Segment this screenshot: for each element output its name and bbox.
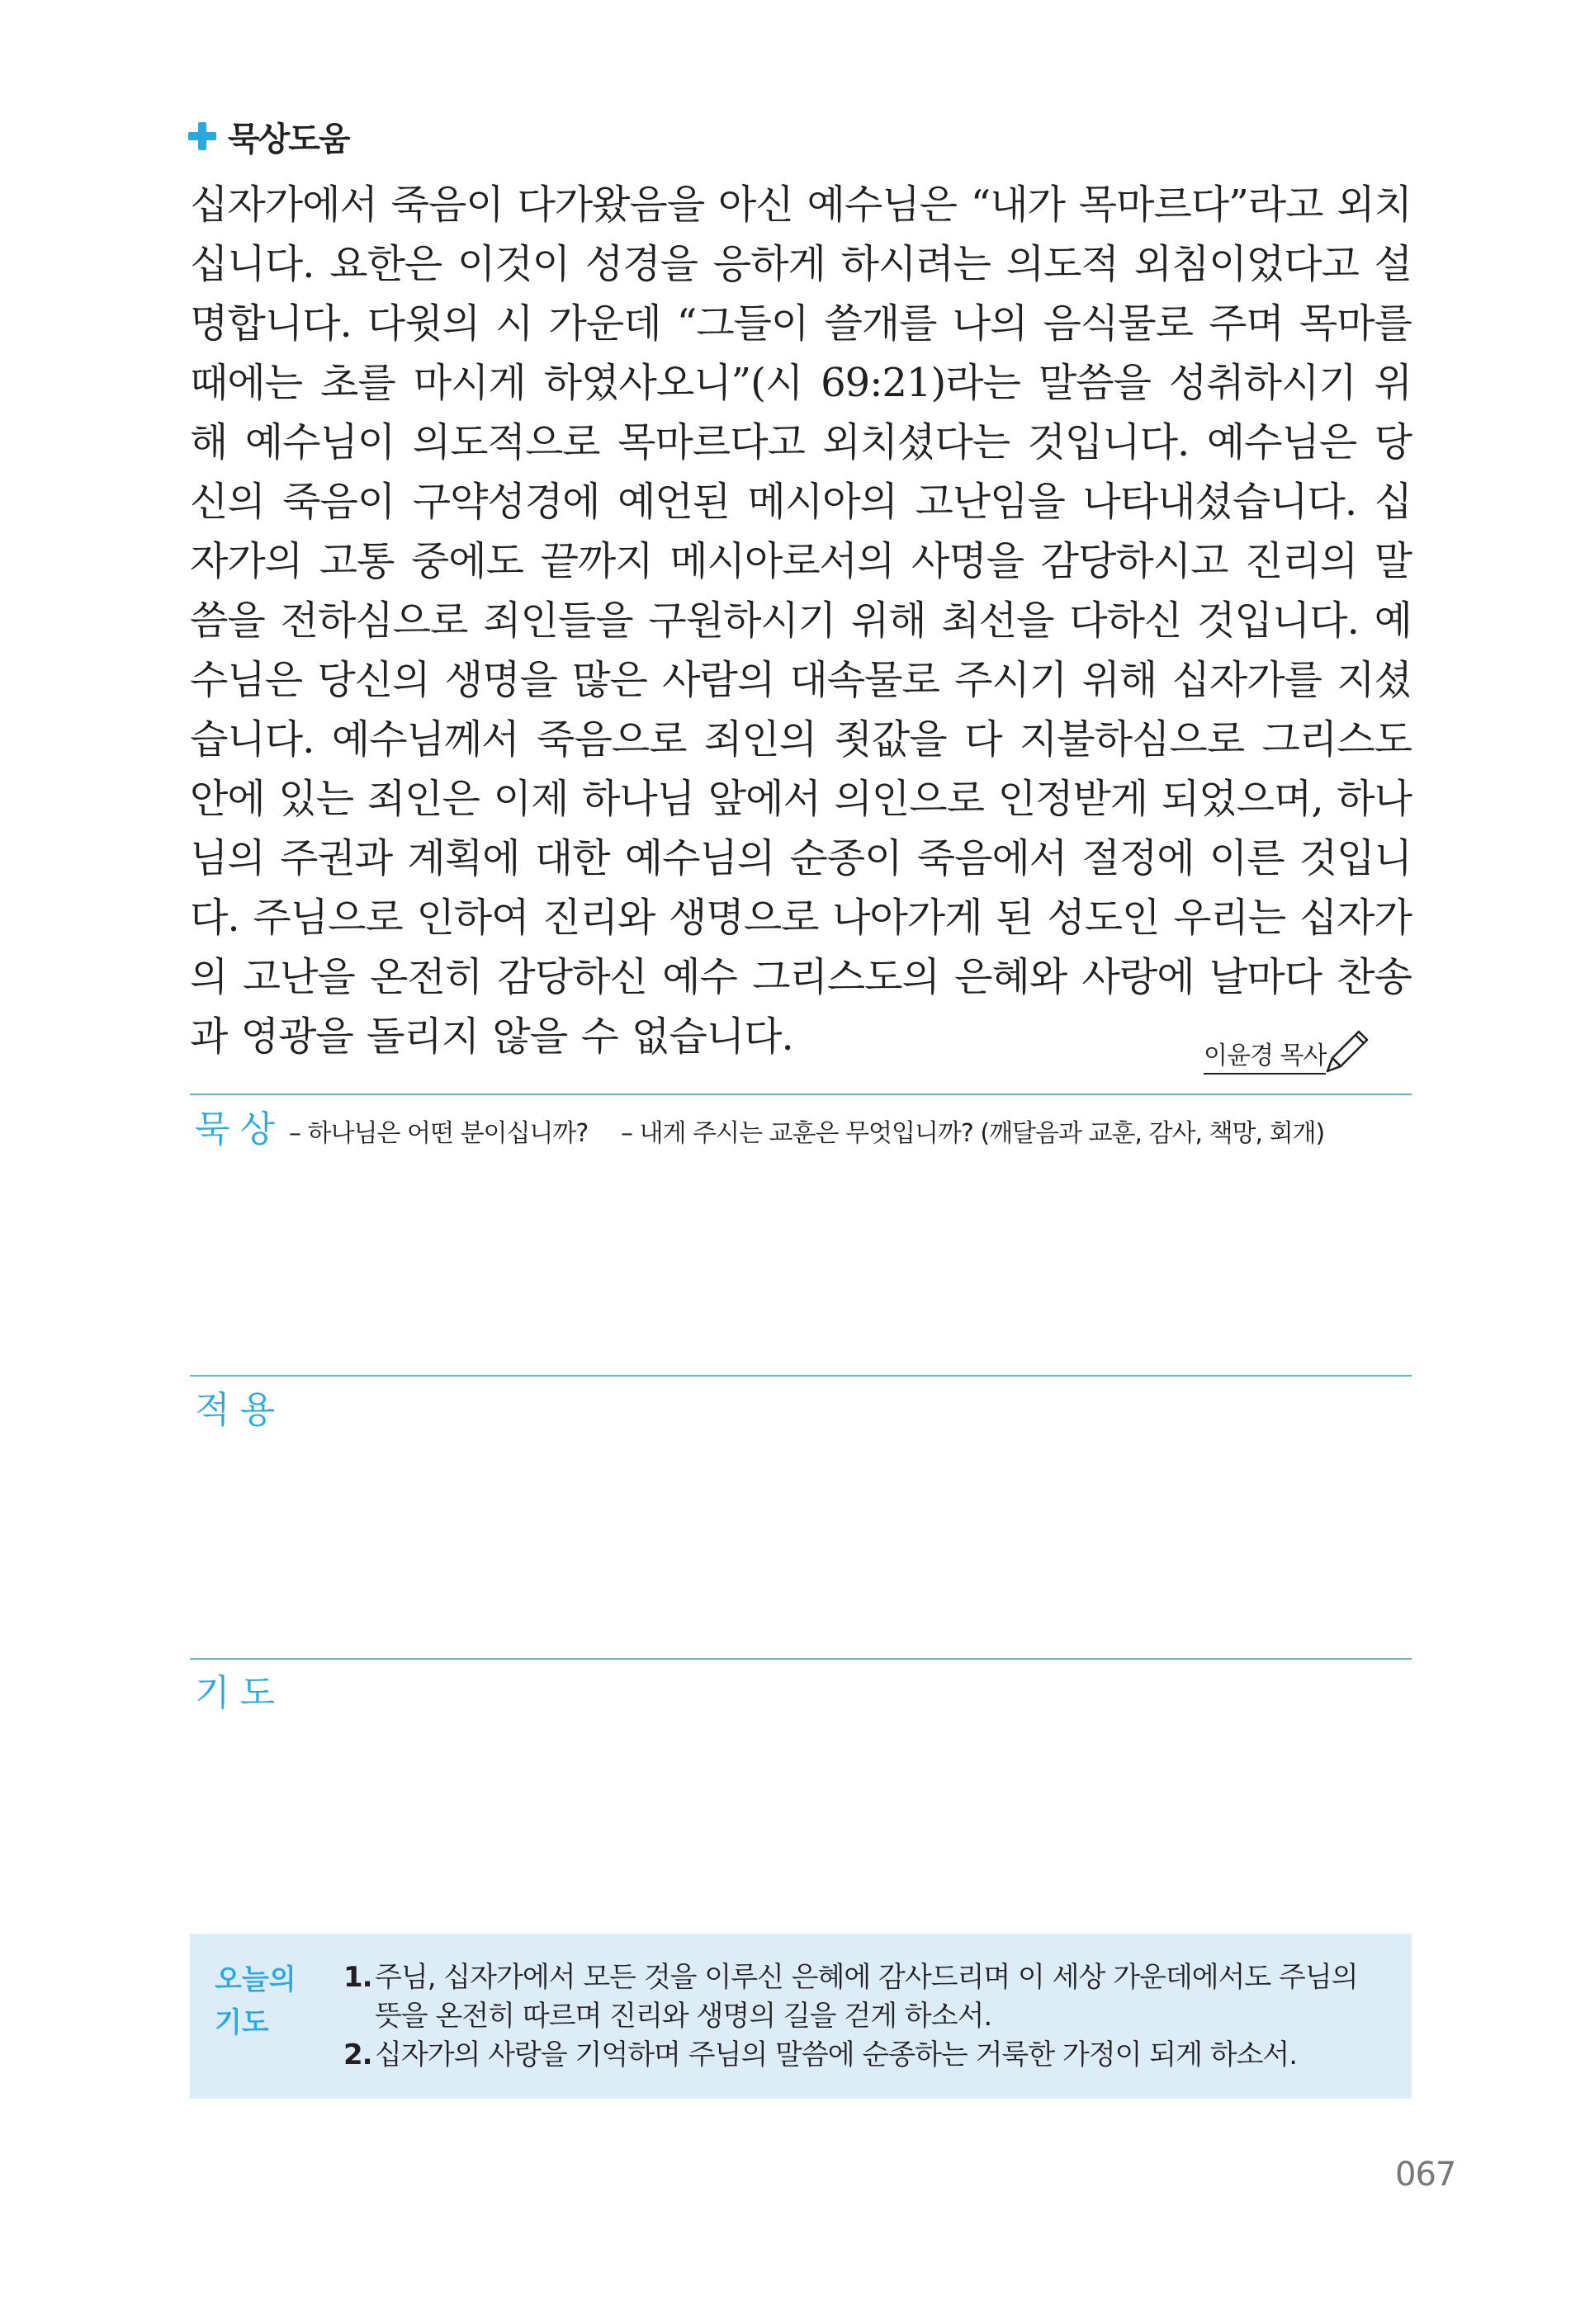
author-signature	[1204, 1023, 1374, 1075]
prayer-divider	[190, 1658, 1412, 1660]
prayer-item	[343, 1958, 1392, 2036]
prayer-item-text: 십자가의 사랑을 기억하며 주님의 말씀에 순종하는 거룩한 가정이 되게 하소서.	[375, 2038, 1298, 2071]
plus-icon	[188, 122, 216, 150]
today-prayer-box	[190, 1934, 1412, 2099]
prayer-item-number: 1.	[343, 1961, 372, 1994]
pencil-icon	[1322, 1023, 1374, 1075]
author-name: 이윤경 목사	[1204, 1035, 1326, 1075]
today-prayer-list	[343, 1958, 1392, 2075]
prayer-label: 기도	[195, 1672, 286, 1714]
section-header	[188, 111, 349, 161]
today-prayer-label-line2: 기도	[215, 2006, 269, 2039]
section-title: 묵상도움	[228, 120, 349, 158]
meditation-prompt-1: – 하나님은 어떤 분이십니까?	[289, 1119, 589, 1148]
meditation-writing-area[interactable]	[190, 1155, 1412, 1370]
prayer-item-number: 2.	[343, 2038, 372, 2071]
meditation-body-text: 십자가에서 죽음이 다가왔음을 아신 예수님은 “내가 목마르다”라고 외치십니다. 요한은 이것이 성경을 응하게 하시려는 의도적 외침이었다고 설명합니다. 다윗의 시 가운데 “그들이 쓸개를 나의 음식물로 주며 목마를 때에는 초를 마시게 하였사오니”(시 69:21)라는 말씀을 성취하시기 위해 예수님이 의도적으로 목마르다고 외치셨다는 것입니다. 예수님은 당신의 죽음이 구약성경에 예언된 메시아의 고난임을 나타내셨습니다. 십자가의 고통 중에도 끝까지 메시아로서의 사명을 감당하시고 진리의 말씀을 전하심으로 죄인들을 구원하시기 위해 최선을 다하신 것입니다. 예수님은 당신의 생명을 많은 사람의 대속물로 주시기 위해 십자가를 지셨습니다. 예수님께서 죽음으로 죄인의 죗값을 다 지불하심으로 그리스도 안에 있는 죄인은 이제 하나님 앞에서 의인으로 인정받게 되었으며, 하나님의 주권과 계획에 대한 예수님의 순종이 죽음에서 절정에 이른 것입니다. 주님으로 인하여 진리와 생명으로 나아가게 된 성도인 우리는 십자가의 고난을 온전히 감당하신 예수 그리스도의 은혜와 사랑에 날마다 찬송과 영광을 돌리지 않을 수 없습니다.	[190, 182, 1412, 1060]
today-prayer-label	[215, 1958, 297, 2044]
prayer-writing-area[interactable]	[190, 1717, 1412, 1915]
application-divider	[190, 1375, 1412, 1377]
application-label: 적용	[195, 1389, 286, 1431]
page-number: 067	[1395, 2156, 1456, 2194]
meditation-divider	[190, 1094, 1412, 1095]
today-prayer-label-line1: 오늘의	[215, 1963, 296, 1996]
meditation-label: 묵상	[195, 1108, 286, 1150]
application-writing-area[interactable]	[190, 1436, 1412, 1651]
meditation-prompt-2: – 내게 주시는 교훈은 무엇입니까? (깨달음과 교훈, 감사, 책망, 회개)	[621, 1119, 1325, 1148]
prayer-item-text: 주님, 십자가에서 모든 것을 이루신 은혜에 감사드리며 이 세상 가운데에서도 주님의 뜻을 온전히 따르며 진리와 생명의 길을 걷게 하소서.	[375, 1961, 1358, 2033]
prayer-item	[343, 2036, 1392, 2075]
